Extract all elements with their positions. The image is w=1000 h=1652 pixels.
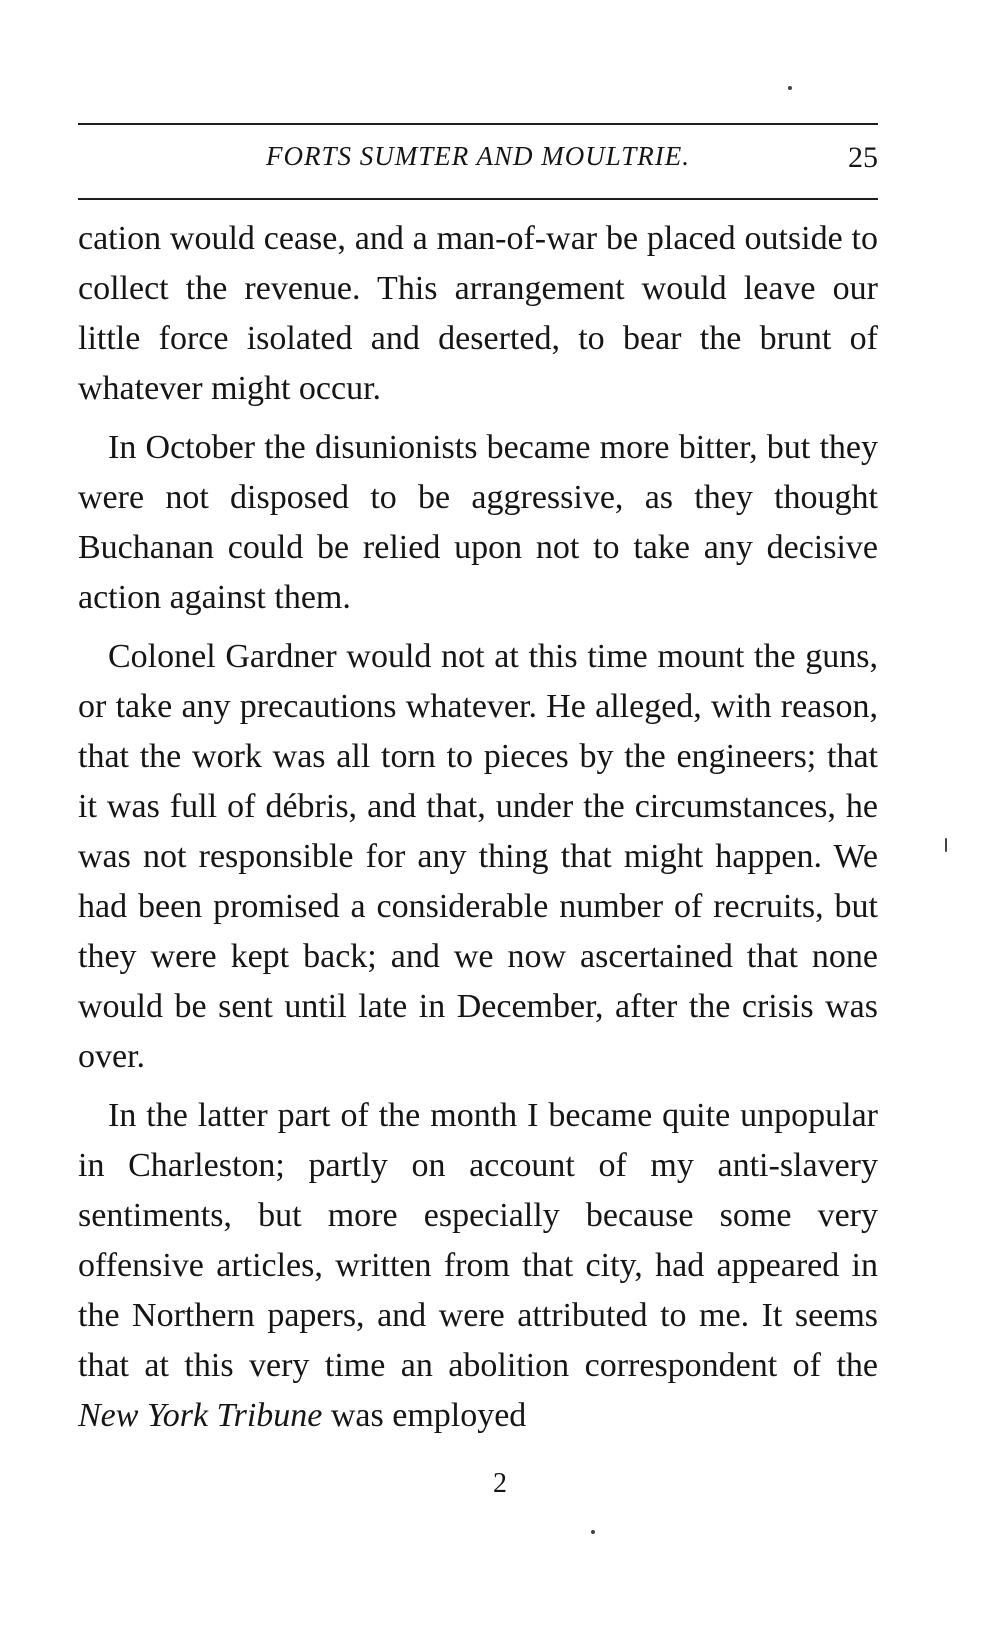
print-speck: [591, 1530, 595, 1534]
signature-mark: 2: [493, 1468, 507, 1499]
paragraph-1: cation would cease, and a man-of-war be placed outside to collect the revenue. This arrangement would leave our little force isolated and deserted, to bear the brunt of whatever might occur.: [78, 220, 878, 407]
print-speck: [945, 838, 947, 852]
header-bottom-rule: [78, 198, 878, 200]
paragraph-3: Colonel Gardner would not at this time mount the guns, or take any precautions whatever. He alleged, with reason, that the work was all torn to pieces by the engineers; that it was full of débris, and that, under the circumstances, he was not responsible for any thing that might happen. We had been promised a considerable number of recruits, but they were kept back; and we now ascertained that none would be sent until late in December, after the crisis was over.: [78, 638, 878, 1075]
newspaper-title: New York Tribune: [78, 1397, 323, 1434]
paragraph-4-text: In the latter part of the month I became quite unpopular in Charleston; partly on account of my anti-slavery sentiments, but more especially because some very offensive articles, written from that city, had appeared in the Northern papers, and were attributed to me. It seems that at this very time an abolition correspondent of the: [78, 1097, 878, 1384]
print-speck: [788, 86, 792, 90]
paragraph-4-ending: was employed: [322, 1397, 527, 1434]
paragraph-4: [78, 1091, 878, 1441]
running-title: FORTS SUMTER AND MOULTRIE.: [266, 141, 690, 171]
body-text: [78, 214, 878, 1450]
running-head: [78, 141, 878, 181]
paragraph-2: In October the disunionists became more bitter, but they were not disposed to be aggressive, as they thought Buchanan could be relied upon not to take any decisive action against them.: [78, 429, 878, 616]
header-top-rule: [78, 123, 878, 125]
page-number: 25: [848, 141, 878, 174]
